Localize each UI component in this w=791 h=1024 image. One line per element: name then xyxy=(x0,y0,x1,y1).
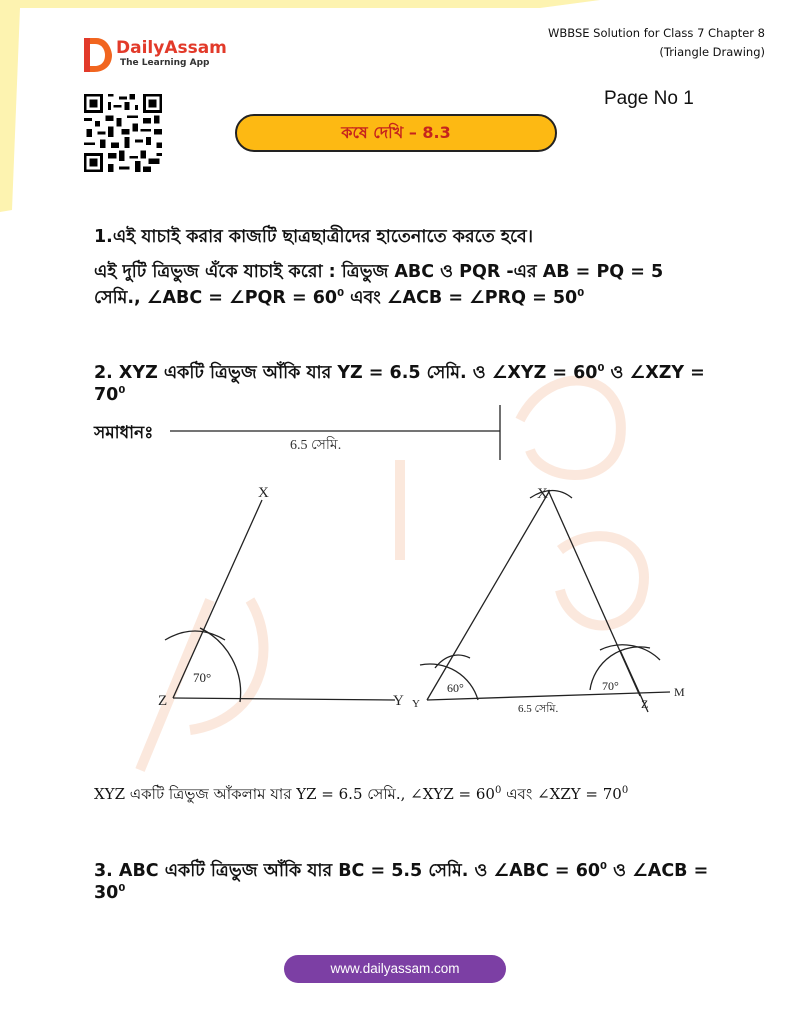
exercise-banner: কষে দেখি – 8.3 xyxy=(235,114,557,152)
vertex-x-right: X xyxy=(537,486,548,502)
q3-angle-value: 30 xyxy=(94,883,119,903)
angle-label-z: 70° xyxy=(602,679,619,693)
daily-assam-logo-icon xyxy=(80,36,114,74)
q1-angle-acb: এবং ∠ACB = ∠PRQ = 50 xyxy=(344,288,578,308)
brand-logo xyxy=(80,36,240,76)
conclusion-text xyxy=(94,783,628,808)
solution-label: সমাধানঃ xyxy=(94,423,154,443)
q2-part-b: ও ∠XZY = xyxy=(604,363,705,383)
angle-label-y: 60° xyxy=(447,681,464,695)
document-title xyxy=(548,24,765,62)
q2-angle-value: 70 xyxy=(94,385,119,405)
superscript: 0 xyxy=(621,785,629,796)
question-1-line-1: 1.এই যাচাই করার কাজটি ছাত্রছাত্রীদের হাতেনাতে করতে হবে। xyxy=(94,227,534,247)
brand-name: DailyAssam xyxy=(116,38,227,58)
superscript: 0 xyxy=(494,785,502,796)
question-1-line-3 xyxy=(94,285,584,314)
vertex-y-left: Y xyxy=(393,693,404,709)
superscript: 0 xyxy=(597,363,605,375)
q3-part-b: ও ∠ACB = xyxy=(607,861,709,881)
website-link[interactable]: www.dailyassam.com xyxy=(284,955,506,983)
left-construction xyxy=(158,485,404,709)
q3-part-a: 3. ABC একটি ত্রিভুজ আঁকি যার BC = 5.5 সেমি. ও ∠ABC = 60 xyxy=(94,861,601,881)
superscript: 0 xyxy=(118,385,126,397)
ray-end-m: M xyxy=(674,685,685,699)
segment-label: 6.5 সেমি. xyxy=(290,438,342,453)
question-2-line-1 xyxy=(94,360,705,389)
question-1-line-2: এই দুটি ত্রিভুজ এঁকে যাচাই করো : ত্রিভুজ ABC ও PQR -এর AB = PQ = 5 xyxy=(94,262,664,282)
vertex-y-right: Y xyxy=(412,698,420,710)
superscript: 0 xyxy=(337,288,345,300)
superscript: 0 xyxy=(577,288,585,300)
angle-label-left: 70° xyxy=(193,670,212,685)
vertex-z-right: Z xyxy=(641,697,649,711)
question-3-line-2 xyxy=(94,883,125,903)
triangle-construction-figure xyxy=(0,400,791,730)
qr-code-icon xyxy=(84,94,162,172)
superscript: 0 xyxy=(600,861,608,873)
right-construction xyxy=(412,486,685,715)
superscript: 0 xyxy=(118,883,126,895)
given-segment xyxy=(170,405,500,460)
q2-part-a: 2. XYZ একটি ত্রিভুজ আঁকি যার YZ = 6.5 সেমি. ও ∠XYZ = 60 xyxy=(94,363,598,383)
conclusion-part-b: এবং ∠XZY = 70 xyxy=(501,785,622,803)
q1-angle-abc: সেমি., ∠ABC = ∠PQR = 60 xyxy=(94,288,338,308)
title-line-2: (Triangle Drawing) xyxy=(659,45,765,59)
question-3-line-1 xyxy=(94,858,708,887)
page-number: Page No 1 xyxy=(604,88,694,109)
title-line-1: WBBSE Solution for Class 7 Chapter 8 xyxy=(548,26,765,40)
base-label-right: 6.5 সেমি. xyxy=(518,703,559,715)
conclusion-part-a: XYZ একটি ত্রিভুজ আঁকলাম যার YZ = 6.5 সেমি., ∠XYZ = 60 xyxy=(94,785,495,803)
vertex-x-left: X xyxy=(258,485,269,501)
vertex-z-left: Z xyxy=(158,693,168,709)
brand-tagline: The Learning App xyxy=(120,58,210,68)
